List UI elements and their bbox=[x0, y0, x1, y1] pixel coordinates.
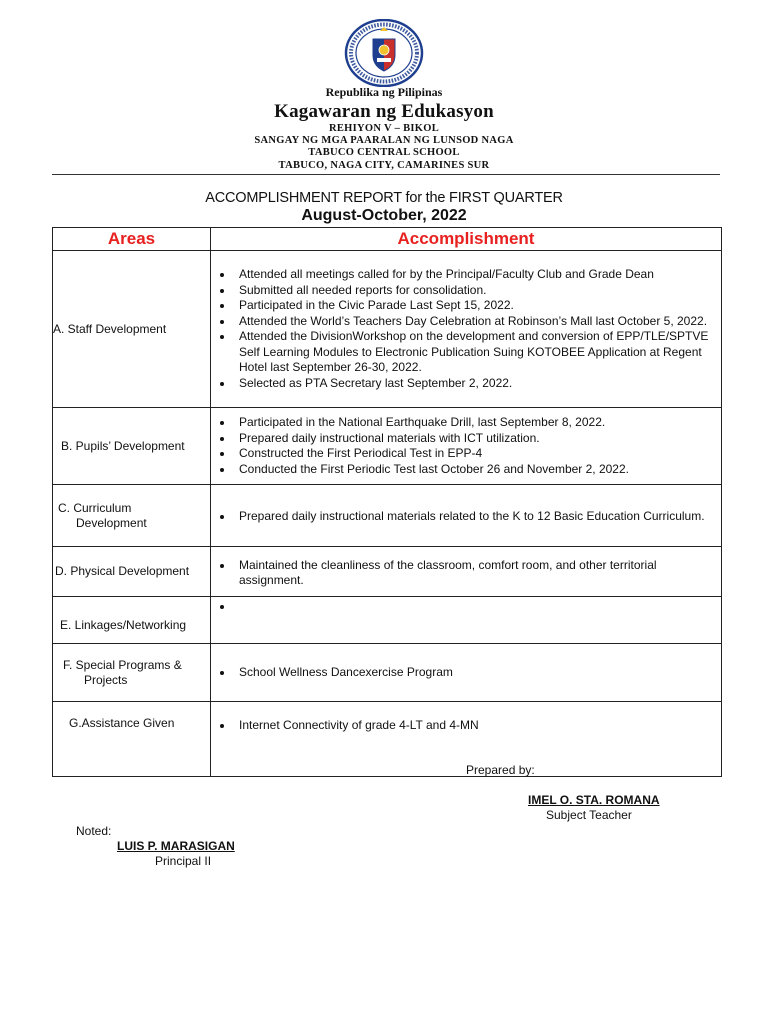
area-cell bbox=[53, 644, 211, 702]
bullet-icon bbox=[220, 382, 224, 386]
table-row bbox=[53, 702, 722, 777]
list-item: Internet Connectivity of grade 4-LT and 4-MN bbox=[239, 718, 715, 734]
accomplishment-cell bbox=[211, 485, 722, 547]
table-row bbox=[53, 644, 722, 702]
list-item: Attended the World’s Teachers Day Celebration at Robinson’s Mall last October 5, 2022. bbox=[239, 314, 715, 330]
list-item: Participated in the Civic Parade Last Sept 15, 2022. bbox=[239, 298, 715, 314]
bullet-icon bbox=[220, 671, 224, 675]
table-row bbox=[53, 251, 722, 408]
preparer-title: Subject Teacher bbox=[546, 808, 632, 822]
accomplishment-cell bbox=[211, 547, 722, 597]
bullet-icon bbox=[220, 320, 224, 324]
bullet-icon bbox=[220, 515, 224, 519]
area-cell: A. Staff Development bbox=[53, 251, 211, 408]
department-name: Kagawaran ng Edukasyon bbox=[274, 101, 494, 122]
accomplishment-table bbox=[52, 227, 722, 777]
bullet-icon bbox=[220, 437, 224, 441]
noted-label: Noted: bbox=[76, 824, 112, 838]
area-label-line2: Projects bbox=[84, 672, 128, 687]
bullet-icon bbox=[220, 421, 224, 425]
preparer-name: IMEL O. STA. ROMANA bbox=[528, 793, 660, 807]
bullet-icon bbox=[220, 468, 224, 472]
list-item: Constructed the First Periodical Test in EPP-4 bbox=[239, 446, 715, 462]
list-item: Attended the DivisionWorkshop on the development and conversion of EPP/TLE/SPTVE Self Learning Modules to Electronic Publication Suing KOTOBEE Application at Regent Hotel last September 26-30, 2022. bbox=[239, 329, 715, 376]
list-item bbox=[239, 599, 715, 614]
table-row bbox=[53, 597, 722, 644]
list-item: Conducted the First Periodic Test last October 26 and November 2, 2022. bbox=[239, 462, 715, 478]
report-title: ACCOMPLISHMENT REPORT for the FIRST QUARTER bbox=[205, 190, 563, 206]
accomplishment-cell bbox=[211, 597, 722, 644]
area-cell: G.Assistance Given bbox=[53, 702, 211, 777]
list-item: Participated in the National Earthquake Drill, last September 8, 2022. bbox=[239, 415, 715, 431]
header-divider bbox=[52, 174, 720, 175]
accomplishment-cell bbox=[211, 408, 722, 485]
area-cell: E. Linkages/Networking bbox=[53, 597, 211, 644]
list-item: Prepared daily instructional materials related to the K to 12 Basic Education Curriculum. bbox=[239, 509, 715, 525]
list-item: Attended all meetings called for by the Principal/Faculty Club and Grade Dean bbox=[239, 267, 715, 283]
bullet-icon bbox=[220, 605, 224, 609]
noter-title: Principal II bbox=[155, 854, 212, 868]
bullet-icon bbox=[220, 289, 224, 293]
division-line: SANGAY NG MGA PAARALAN NG LUNSOD NAGA bbox=[254, 135, 514, 146]
area-cell bbox=[53, 485, 211, 547]
table-row bbox=[53, 547, 722, 597]
prepared-by-label: Prepared by: bbox=[466, 763, 535, 777]
bullet-icon bbox=[220, 724, 224, 728]
school-name: TABUCO CENTRAL SCHOOL bbox=[308, 147, 460, 158]
bullet-icon bbox=[220, 335, 224, 339]
deped-seal-logo bbox=[344, 19, 424, 87]
area-label-line1: C. Curriculum bbox=[58, 500, 132, 515]
area-cell: D. Physical Development bbox=[53, 547, 211, 597]
region-line: REHIYON V – BIKOL bbox=[328, 123, 440, 134]
bullet-icon bbox=[220, 304, 224, 308]
list-item: Maintained the cleanliness of the classroom, comfort room, and other territorial assignment. bbox=[239, 558, 715, 589]
area-label-line2: Development bbox=[76, 515, 147, 530]
table-header-row bbox=[53, 228, 722, 251]
accomplishment-header: Accomplishment bbox=[211, 228, 722, 251]
noter-name: LUIS P. MARASIGAN bbox=[117, 839, 235, 853]
accomplishment-cell bbox=[211, 644, 722, 702]
bullet-icon bbox=[220, 273, 224, 277]
list-item: Prepared daily instructional materials with ICT utilization. bbox=[239, 431, 715, 447]
list-item: Submitted all needed reports for consolidation. bbox=[239, 283, 715, 299]
school-address: TABUCO, NAGA CITY, CAMARINES SUR bbox=[278, 160, 490, 171]
table-row bbox=[53, 485, 722, 547]
table-row bbox=[53, 408, 722, 485]
area-label-line1: F. Special Programs & bbox=[63, 657, 182, 672]
republic-line: Republika ng Pilipinas bbox=[325, 85, 443, 99]
areas-header: Areas bbox=[53, 228, 211, 251]
list-item: Selected as PTA Secretary last September 2, 2022. bbox=[239, 376, 715, 392]
bullet-icon bbox=[220, 452, 224, 456]
list-item: School Wellness Dancexercise Program bbox=[239, 665, 715, 681]
bullet-icon bbox=[220, 564, 224, 568]
area-cell: B. Pupils’ Development bbox=[53, 408, 211, 485]
report-period: August-October, 2022 bbox=[301, 207, 467, 224]
accomplishment-cell bbox=[211, 251, 722, 408]
